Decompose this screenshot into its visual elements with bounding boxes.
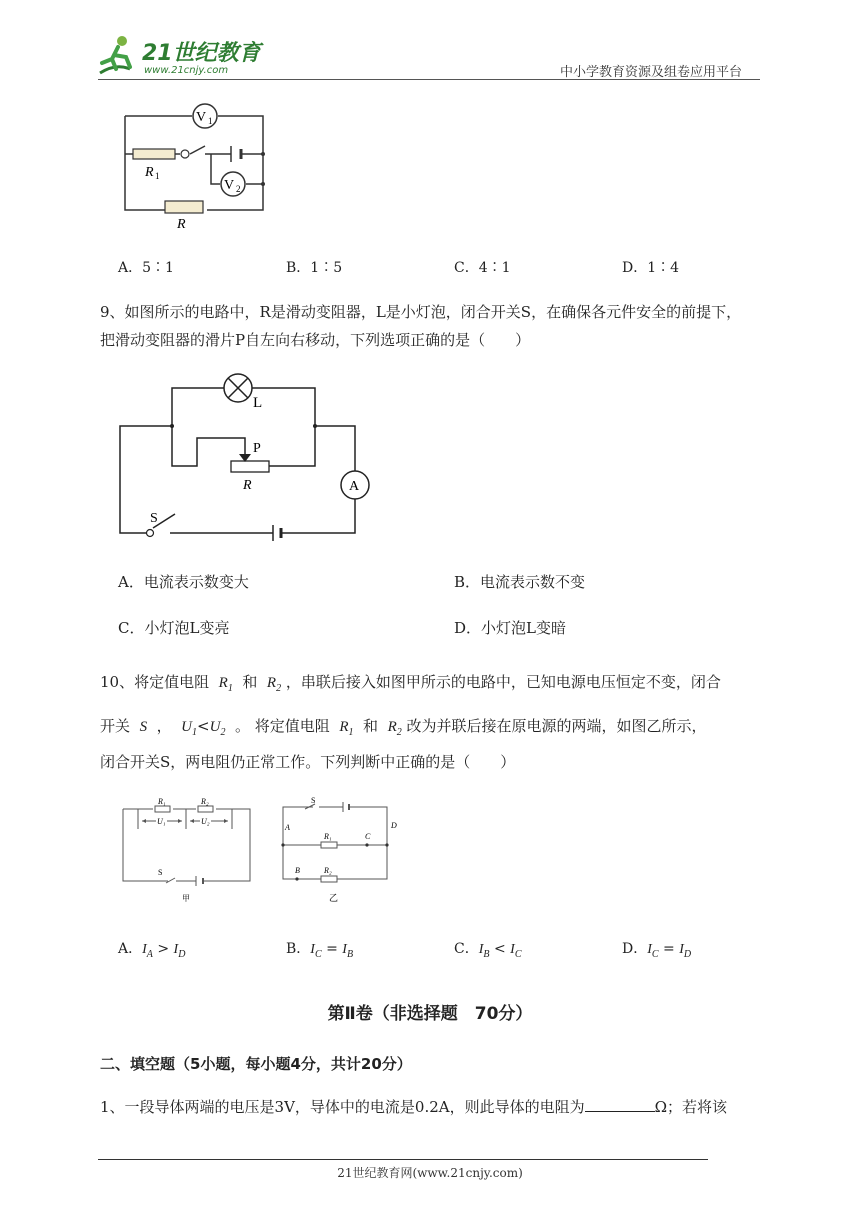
svg-text:B: B [295, 866, 300, 875]
svg-text:2: 2 [236, 184, 241, 194]
q10-question-line1: 10、将定值电阻 $R_1$ 和 $R_2$ ，串联后接入如图甲所示的电路中，已知电源电压恒定不变，闭合 [100, 673, 721, 694]
fill1-question: 1、一段导体两端的电压是3V，导体中的电流是0.2A，则此导体的电阻为 Ω；若将该 [100, 1098, 728, 1116]
q8-circuit-figure [115, 98, 275, 233]
header-divider [98, 79, 760, 80]
part2-title: 第Ⅱ卷（非选择题 70分） [327, 1004, 533, 1024]
svg-text:D: D [391, 821, 397, 830]
svg-text:R₁: R₁ [158, 797, 166, 806]
q9-circuit-figure [115, 368, 375, 548]
q10-yi-caption: 乙 [329, 894, 339, 904]
q10-option-d[interactable]: D．$I_C = I_D$ [622, 941, 692, 960]
q10-option-a[interactable]: A．$I_A > I_D$ [118, 941, 186, 960]
svg-text:S: S [311, 796, 316, 805]
q8-option-d[interactable]: D．1∶4 [622, 260, 680, 276]
q9-s-label: S [150, 511, 158, 526]
q8-r1-label: R [145, 165, 154, 180]
logo-runner-icon [96, 33, 266, 79]
q8-option-b[interactable]: B．1∶5 [286, 260, 343, 276]
section2-title: 二、填空题（5小题，每小题4分，共计20分） [100, 1055, 412, 1073]
q9-option-b[interactable]: B．电流表示数不变 [454, 573, 586, 591]
q10-question-line3: 闭合开关S，两电阻仍正常工作。下列判断中正确的是（ ） [100, 753, 516, 771]
q10-question-line2: 开关 S ， $U_1<U_2$ 。 将定值电阻 $R_1$ 和 $R_2$ 改为并联后接在原电源的两端，如图乙所示， [100, 717, 707, 738]
q9-option-a[interactable]: A．电流表示数变大 [118, 573, 249, 591]
q8-v1-label: V [196, 110, 207, 125]
logo-url: www.21cnjy.com [144, 65, 229, 76]
q8-option-a[interactable]: A．5∶1 [118, 260, 174, 276]
svg-text:1: 1 [155, 171, 160, 181]
header-platform-text: 中小学教育资源及组卷应用平台 [560, 65, 743, 80]
svg-text:U₂: U₂ [201, 817, 210, 826]
svg-text:R₂: R₂ [324, 866, 332, 875]
svg-text:A: A [285, 823, 290, 832]
q8-r-label: R [177, 217, 186, 232]
q10-figure-yi [275, 793, 415, 908]
svg-text:R₁: R₁ [324, 832, 332, 841]
q9-l-label: L [253, 395, 263, 411]
svg-text:C: C [365, 832, 371, 841]
q9-r-label: R [243, 478, 252, 493]
q10-option-c[interactable]: C．$I_B < I_C$ [454, 941, 522, 960]
q8-option-c[interactable]: C．4∶1 [454, 260, 511, 276]
q9-p-label: P [253, 441, 261, 456]
fill1-answer-blank[interactable] [585, 1097, 655, 1112]
svg-text:S: S [158, 868, 163, 877]
svg-text:U₁: U₁ [157, 817, 166, 826]
q9-option-c[interactable]: C．小灯泡L变亮 [118, 619, 230, 637]
q8-v2-label: V [224, 178, 235, 193]
svg-text:1: 1 [208, 116, 213, 126]
q9-a-label: A [349, 479, 360, 494]
q9-question-line2: 把滑动变阻器的滑片P自左向右移动，下列选项正确的是（ ） [100, 331, 531, 349]
q10-figure-jia [118, 793, 258, 908]
q9-question-line1: 9、如图所示的电路中，R是滑动变阻器，L是小灯泡，闭合开关S，在确保各元件安全的前提下， [100, 303, 742, 321]
q9-option-d[interactable]: D．小灯泡L变暗 [454, 619, 566, 637]
q10-jia-caption: 甲 [182, 894, 190, 903]
footer-divider [98, 1159, 708, 1160]
svg-text:R₂: R₂ [201, 797, 209, 806]
footer-text: 21世纪教育网(www.21cnjy.com) [337, 1166, 523, 1180]
q10-option-b[interactable]: B．$I_C = I_B$ [286, 941, 354, 960]
header-logo [96, 33, 266, 79]
logo-text: 21世纪教育 [142, 41, 261, 66]
